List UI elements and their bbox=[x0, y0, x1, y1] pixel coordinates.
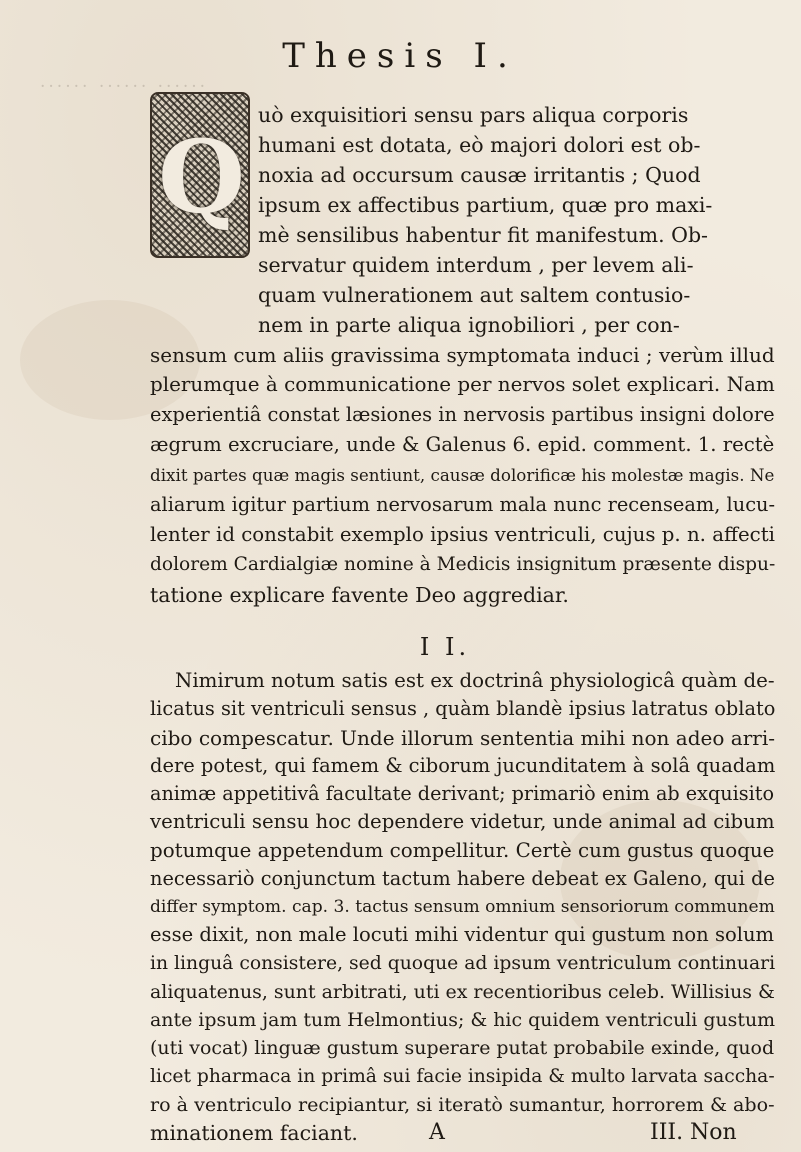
text-line: lenter id constabit exemplo ipsius ventriculi, cujus p. n. affecti bbox=[150, 523, 775, 546]
text-line: sensum cum aliis gravissima symptomata induci ; verùm illud bbox=[150, 343, 775, 367]
text-line: humani est dotata, eò majori dolori est ob- bbox=[258, 133, 701, 157]
page-header: Thesis I. bbox=[282, 36, 518, 76]
text-line: ipsum ex affectibus partium, quæ pro maxi- bbox=[258, 193, 713, 217]
text-line: ventriculi sensu hoc dependere videtur, unde animal ad cibum bbox=[150, 810, 775, 834]
signature-mark: A bbox=[429, 1120, 445, 1145]
text-line: minationem faciant. bbox=[150, 1121, 358, 1145]
text-line: ante ipsum jam tum Helmontius; & hic quidem ventriculi gustum bbox=[150, 1009, 776, 1031]
initial-letter: Q bbox=[158, 118, 246, 236]
text-line: servatur quidem interdum , per levem ali- bbox=[258, 253, 694, 277]
text-line: licet pharmaca in primâ sui facie insipida & multo larvata saccha- bbox=[150, 1065, 775, 1087]
catchword: III. Non bbox=[650, 1120, 737, 1145]
text-line: aliarum igitur partium nervosarum mala nunc recenseam, lucu- bbox=[150, 493, 776, 516]
text-line: uò exquisitiori sensu pars aliqua corporis bbox=[258, 103, 689, 127]
bleed-through-text: ...... ...... ...... bbox=[40, 72, 209, 92]
text-line: animæ appetitivâ facultate derivant; primariò enim ab exquisito bbox=[150, 782, 774, 805]
text-line: experientiâ constat læsiones in nervosis partibus insigni dolore bbox=[150, 403, 775, 426]
text-line: esse dixit, non male locuti mihi videntur qui gustum non solum bbox=[150, 923, 775, 947]
text-line: dere potest, qui famem & ciborum jucunditatem à solâ quadam bbox=[150, 753, 776, 777]
text-line: tatione explicare favente Deo aggrediar. bbox=[150, 583, 569, 607]
text-line: Nimirum notum satis est ex doctrinâ physiologicâ quàm de- bbox=[175, 669, 775, 692]
text-line: mè sensilibus habentur fit manifestum. Ob- bbox=[258, 223, 708, 247]
text-line: necessariò conjunctum tactum habere debeat ex Galeno, qui de bbox=[150, 866, 775, 890]
text-line: quam vulnerationem aut saltem contusio- bbox=[258, 283, 691, 307]
text-line: (uti vocat) linguæ gustum superare putat probabile exinde, quod bbox=[150, 1037, 775, 1060]
text-line: plerumque à communicatione per nervos solet explicari. Nam bbox=[150, 373, 775, 396]
text-line: nem in parte aliqua ignobiliori , per con- bbox=[258, 313, 680, 337]
text-line: dixit partes quæ magis sentiunt, causæ dolorificæ his molestæ magis. Ne bbox=[150, 465, 775, 485]
text-line: aliquatenus, sunt arbitrati, uti ex recentioribus celeb. Willisius & bbox=[150, 980, 775, 1003]
text-line: dolorem Cardialgiæ nomine à Medicis insignitum præsente dispu- bbox=[150, 554, 776, 575]
decorative-initial bbox=[150, 92, 250, 258]
text-line: ægrum excruciare, unde & Galenus 6. epid. comment. 1. rectè bbox=[150, 433, 775, 456]
text-line: licatus sit ventriculi sensus , quàm blandè ipsius latratus oblato bbox=[150, 697, 776, 721]
section-heading: I I. bbox=[419, 633, 471, 661]
text-line: noxia ad occursum causæ irritantis ; Quod bbox=[258, 163, 701, 187]
text-line: differ symptom. cap. 3. tactus sensum omnium sensoriorum communem bbox=[150, 897, 775, 917]
text-line: potumque appetendum compellitur. Certè cum gustus quoque bbox=[150, 838, 775, 862]
text-line: in linguâ consistere, sed quoque ad ipsum ventriculum continuari bbox=[150, 952, 776, 974]
text-line: cibo compescatur. Unde illorum sententia mihi non adeo arri- bbox=[150, 725, 776, 750]
text-line: ro à ventriculo recipiantur, si iteratò sumantur, horrorem & abo- bbox=[150, 1092, 775, 1116]
